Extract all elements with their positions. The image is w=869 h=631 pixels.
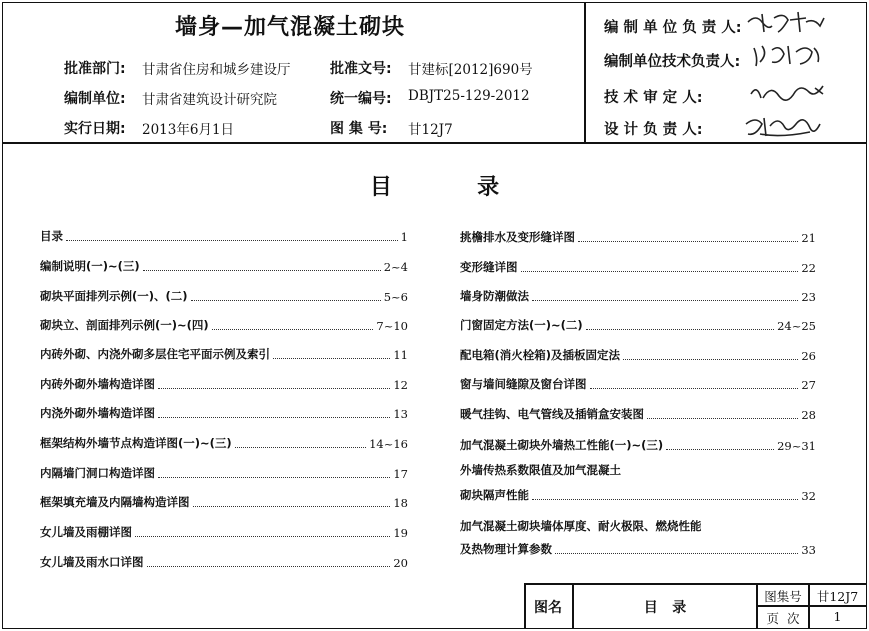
toc-entry[interactable]: 内砖外砌外墙构造详图 12: [40, 377, 408, 392]
signature-unit-head: [740, 8, 840, 38]
toc-entry[interactable]: 配电箱(消火栓箱)及插板固定法 26: [460, 348, 816, 363]
toc-title-char-2: 录: [477, 175, 500, 200]
sig-label-reviewer: 技 术 审 定 人:: [604, 90, 703, 106]
toc-title-char-1: 目: [369, 175, 392, 200]
toc-entry[interactable]: 砌块平面排列示例(一)、(二) 5~6: [40, 289, 408, 304]
compiler-label: 编制单位:: [64, 91, 126, 107]
toc-entry-prefix: 加气混凝土砌块墙体厚度、耐火极限、燃烧性能: [460, 519, 702, 533]
atlas-label: 图集号: [764, 589, 802, 604]
toc-entry[interactable]: 女儿墙及雨水口详图 20: [40, 555, 408, 570]
toc-entry[interactable]: 女儿墙及雨棚详图 19: [40, 525, 408, 540]
page-value: 1: [833, 609, 842, 624]
toc-entry[interactable]: 框架填充墙及内隔墙构造详图 18: [40, 495, 408, 510]
signature-design-lead: [740, 110, 830, 140]
toc-entry[interactable]: 砌块隔声性能 32: [460, 488, 816, 503]
sig-label-tech-head: 编制单位技术负责人:: [604, 54, 741, 70]
effective-date: 2013年6月1日: [142, 122, 235, 138]
toc-entry[interactable]: 墙身防潮做法 23: [460, 289, 816, 304]
atlas-no-label: 图 集 号:: [330, 121, 388, 137]
toc-entry[interactable]: 加气混凝土砌块外墙热工性能(一)~(三) 29~31: [460, 438, 816, 453]
approval-dept: 甘肃省住房和城乡建设厅: [142, 62, 291, 78]
toc-entry[interactable]: 目录 1: [40, 229, 408, 244]
unified-no: DBJT25-129-2012: [408, 88, 530, 104]
sig-label-design-lead: 设 计 负 责 人:: [604, 122, 703, 138]
toc-entry[interactable]: 框架结构外墙节点构造详图(一)~(三) 14~16: [40, 436, 408, 451]
toc-entry[interactable]: 及热物理计算参数 33: [460, 542, 816, 557]
title-block-mid: [756, 605, 867, 607]
compiler: 甘肃省建筑设计研究院: [142, 92, 277, 108]
drawing-name: 目 录: [643, 600, 687, 616]
title-block-top: [524, 583, 867, 585]
approval-dept-label: 批准部门:: [64, 61, 126, 77]
drawing-name-label: 图名: [534, 600, 562, 616]
toc-entry[interactable]: 内浇外砌外墙构造详图 13: [40, 406, 408, 421]
atlas-no: 甘12J7: [408, 122, 453, 138]
toc-entry[interactable]: 门窗固定方法(一)~(二) 24~25: [460, 318, 816, 333]
toc-entry[interactable]: 内隔墙门洞口构造详图 17: [40, 466, 408, 481]
header-divider: [2, 142, 867, 144]
toc-entry[interactable]: 挑檐排水及变形缝详图 21: [460, 230, 816, 245]
signature-reviewer: [745, 76, 840, 106]
toc-entry[interactable]: 砌块立、剖面排列示例(一)~(四) 7~10: [40, 318, 408, 333]
toc-entry[interactable]: 暖气挂钩、电气管线及插销盒安装图 28: [460, 407, 816, 422]
effective-label: 实行日期:: [64, 121, 126, 137]
toc-entry[interactable]: 编制说明(一)~(三) 2~4: [40, 259, 408, 274]
approval-no: 甘建标[2012]690号: [408, 62, 533, 78]
toc-entry[interactable]: 内砖外砌、内浇外砌多层住宅平面示例及索引 11: [40, 347, 408, 362]
page-title: 墙身—加气混凝土砌块: [174, 15, 405, 40]
unified-no-label: 统一编号:: [330, 91, 392, 107]
approval-no-label: 批准文号:: [330, 61, 392, 77]
toc-entry-prefix: 外墙传热系数限值及加气混凝土: [460, 463, 621, 477]
toc-entry[interactable]: 变形缝详图 22: [460, 260, 816, 275]
toc-entry[interactable]: 窗与墙间缝隙及窗台详图 27: [460, 377, 816, 392]
signature-tech-head: [748, 40, 838, 70]
toc-title: [0, 170, 869, 201]
sig-label-unit-head: 编 制 单 位 负 责 人:: [604, 20, 742, 36]
title-block-left: [524, 583, 526, 629]
atlas-value: 甘12J7: [816, 589, 859, 604]
signature-divider: [584, 2, 586, 143]
page-label: 页 次: [766, 611, 800, 626]
